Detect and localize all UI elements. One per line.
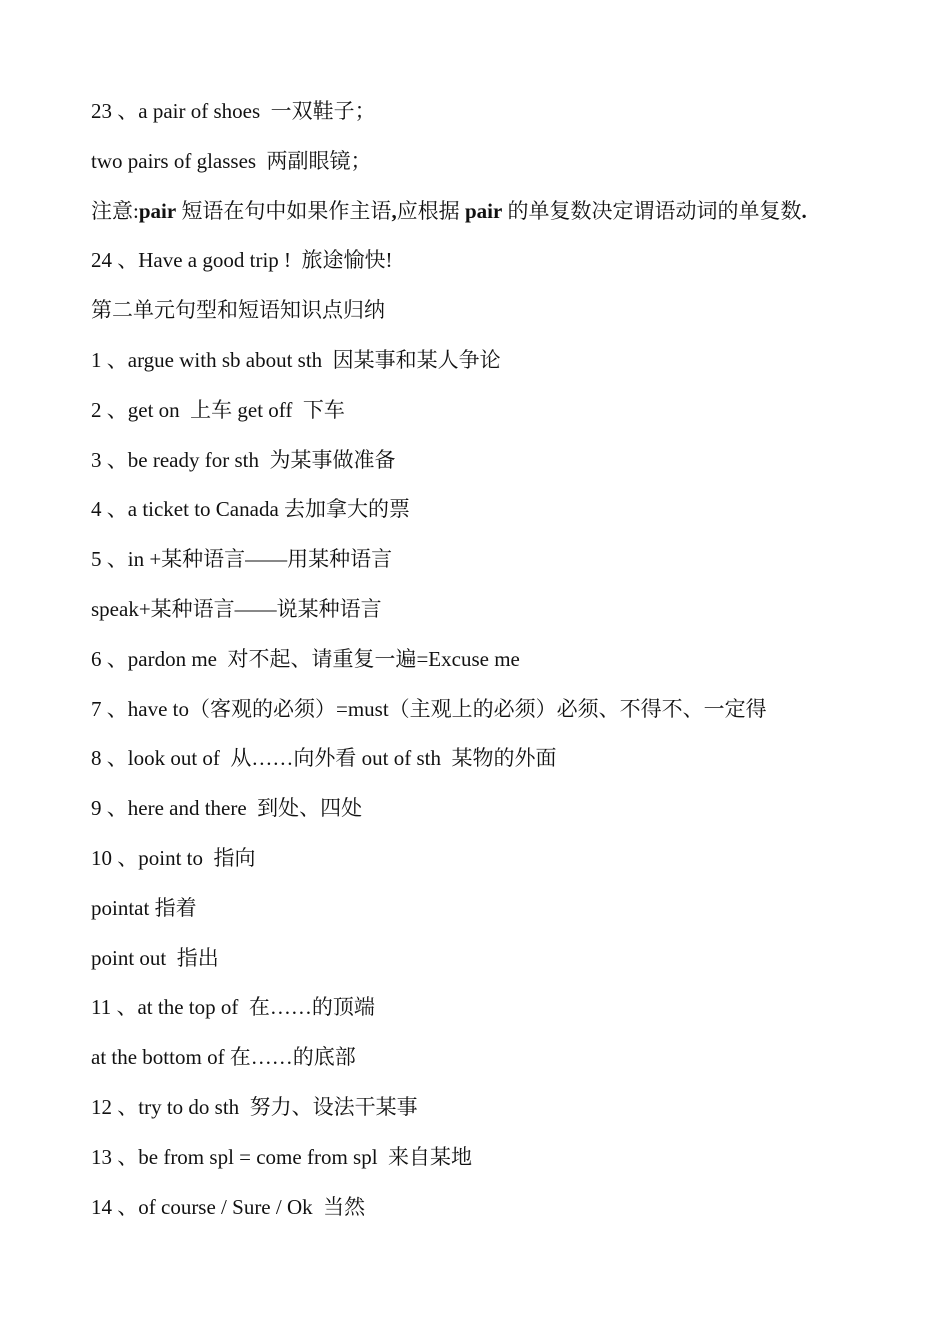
line-text: 14 、of course / Sure / Ok 当然 <box>91 1194 366 1219</box>
line-text: 10 、point to 指向 <box>91 845 256 870</box>
line-9-here-and-there <box>91 793 921 843</box>
note-segment: 应根据 <box>396 198 465 223</box>
line-12-try-to-do <box>91 1092 921 1142</box>
line-text: 5 、in +某种语言——用某种语言 <box>91 547 393 572</box>
line-text: 3 、be ready for sth 为某事做准备 <box>91 447 396 472</box>
line-pointat <box>91 893 921 943</box>
note-segment-bold: , <box>391 198 397 223</box>
line-1-argue-with <box>91 345 921 395</box>
line-3-be-ready-for <box>91 445 921 495</box>
line-text: point out 指出 <box>91 945 219 970</box>
line-speak-language <box>91 594 921 644</box>
line-text: 13 、be from spl = come from spl 来自某地 <box>91 1144 473 1169</box>
line-13-be-from <box>91 1142 921 1192</box>
line-2-get-on <box>91 395 921 445</box>
line-text: 23 、a pair of shoes 一双鞋子； <box>91 99 376 123</box>
document-page <box>91 96 921 1241</box>
line-text: 24 、Have a good trip ! 旅途愉快! <box>91 248 393 273</box>
line-text: 2 、get on 上车 get off 下车 <box>91 397 345 422</box>
line-24-good-trip <box>91 245 921 295</box>
line-text: two pairs of glasses 两副眼镜； <box>91 148 372 173</box>
line-at-the-bottom-of <box>91 1042 921 1092</box>
line-text: 1 、argue with sb about sth 因某事和某人争论 <box>91 347 501 372</box>
line-10-point-to <box>91 843 921 893</box>
note-segment-bold: pair <box>138 198 177 223</box>
line-note-pair <box>91 196 921 246</box>
line-8-look-out-of <box>91 743 921 793</box>
line-point-out <box>91 943 921 993</box>
line-text: 8 、look out of 从……向外看 out of sth 某物的外面 <box>91 746 557 771</box>
section-heading-text: 第二单元句型和短语知识点归纳 <box>91 298 385 323</box>
note-segment: 注意: <box>91 198 139 223</box>
line-5-in-language <box>91 544 921 594</box>
line-14-of-course <box>91 1192 921 1242</box>
line-7-have-to <box>91 694 921 744</box>
line-text: 11 、at the top of 在……的顶端 <box>91 995 375 1020</box>
note-segment: 短语在句中如果作主语 <box>176 198 392 223</box>
note-segment: 的单复数决定谓语动词的单复数 <box>502 198 802 223</box>
note-segment-bold: pair <box>464 198 503 223</box>
line-11-at-the-top-of <box>91 992 921 1042</box>
line-text: pointat 指着 <box>91 895 197 920</box>
line-text: at the bottom of 在……的底部 <box>91 1045 356 1070</box>
line-text: 4 、a ticket to Canada 去加拿大的票 <box>91 497 411 522</box>
line-pairs-of-glasses <box>91 146 921 196</box>
line-text: 6 、pardon me 对不起、请重复一遍=Excuse me <box>91 646 520 671</box>
line-23-pair-of-shoes <box>91 96 921 146</box>
line-6-pardon-me <box>91 644 921 694</box>
line-text: 9 、here and there 到处、四处 <box>91 796 363 821</box>
note-segment-bold: . <box>801 198 807 223</box>
line-text: 7 、have to（客观的必须）=must（主观上的必须）必须、不得不、一定得 <box>91 696 767 721</box>
line-text: speak+某种语言——说某种语言 <box>91 596 382 621</box>
section-heading <box>91 295 921 345</box>
line-text: 12 、try to do sth 努力、设法干某事 <box>91 1094 418 1119</box>
line-4-ticket-to-canada <box>91 494 921 544</box>
